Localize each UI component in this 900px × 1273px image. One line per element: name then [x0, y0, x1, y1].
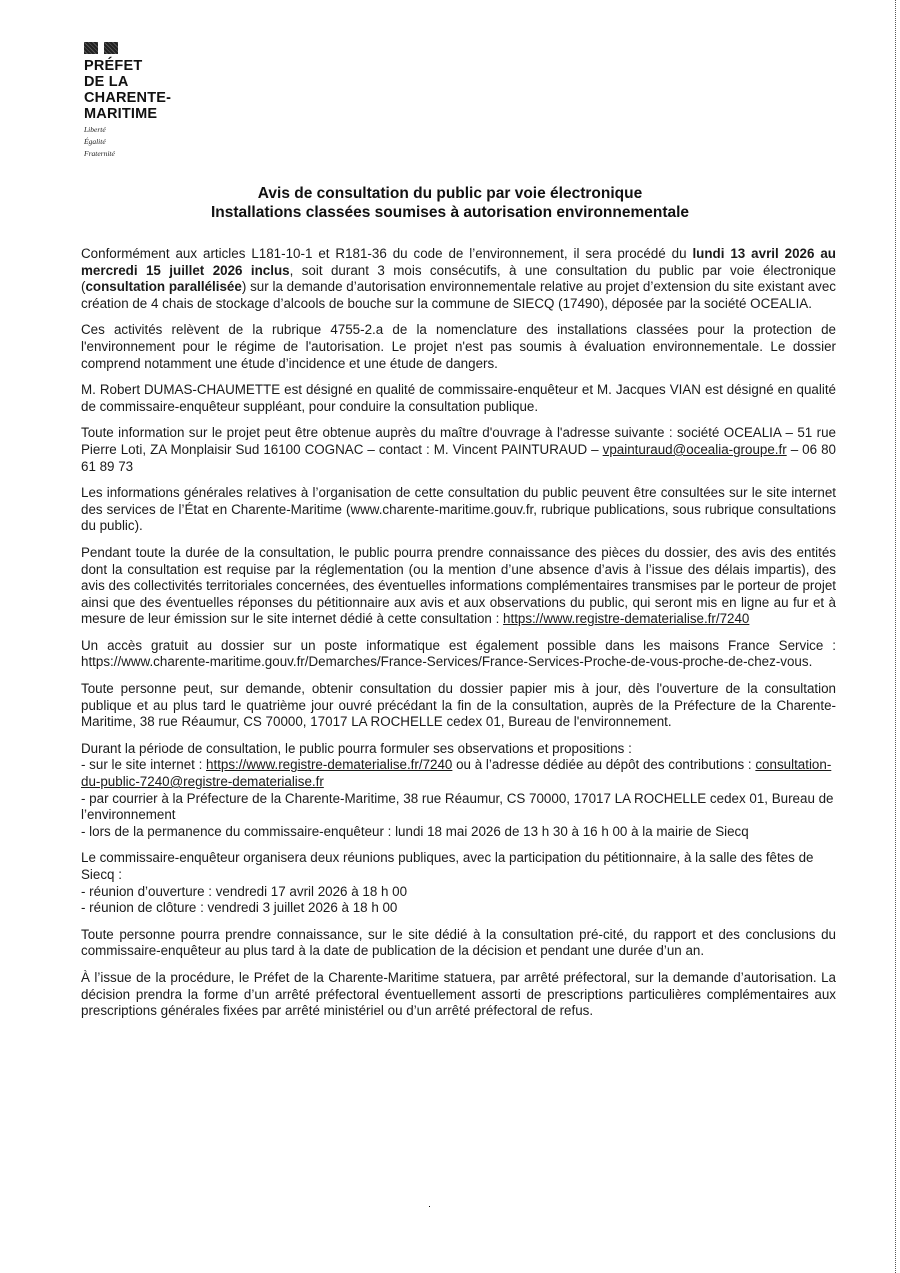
motto-line: Égalité [84, 137, 106, 146]
logo-line: CHARENTE- [84, 90, 172, 106]
text: , soit durant 3 mois consécutifs, à une consultation du public par voie électronique ( [81, 262, 837, 295]
consultation-dates: lundi 13 avril 2026 au mercredi 15 juillet 2026 inclus [81, 246, 836, 278]
paragraph-classification: Ces activités relèvent de la rubrique 4755-2.a de la nomenclature des installations classées pour la protection de l'environnement pour le régime de l'autorisation. Le projet n'est pas soumis à évaluation environnementale. Le dossier comprend notamment une étude d’incidence et une étude de dangers. [81, 322, 836, 371]
scan-speck [429, 1206, 430, 1207]
observations-intro: Durant la période de consultation, le public pourra formuler ses observations et propositions : [81, 740, 632, 756]
registre-link[interactable]: https://www.registre-dematerialise.fr/7240 [206, 757, 453, 773]
logo-line: MARITIME [84, 106, 158, 122]
document-title [0, 184, 900, 222]
motto-line: Fraternité [84, 149, 115, 158]
logo-line: DE LA [84, 74, 129, 90]
title-line-2: Installations classées soumises à autorisation environnementale [210, 204, 690, 221]
paragraph-general-info: Les informations générales relatives à l’organisation de cette consultation du public peuvent être consultées sur le site internet des services de l’État en Charente-Maritime (www.charente-maritime.gouv.fr, rubrique publications, sous rubrique consultations du public). [81, 485, 836, 534]
registre-link[interactable]: https://www.registre-dematerialise.fr/7240 [503, 611, 750, 627]
contact-phone: – 06 80 61 89 73 [81, 441, 836, 474]
paragraph-commissioner: M. Robert DUMAS-CHAUMETTE est désigné en qualité de commissaire-enquêteur et M. Jacques VIAN est désigné en qualité de commissaire-enquêteur suppléant, pour conduire la consultation publique. [81, 382, 836, 414]
paragraph-observations [81, 741, 836, 841]
observations-item-permanence: - lors de la permanence du commissaire-enquêteur : lundi 18 mai 2026 de 13 h 30 à 16 h 00 à la mairie de Siecq [81, 823, 749, 839]
document-body [81, 246, 836, 1030]
paragraph-paper-dossier: Toute personne peut, sur demande, obtenir consultation du dossier papier mis à jour, dès l'ouverture de la consultation publique et au plus tard le quatrième jour ouvré précédant la fin de la consultation, auprès de la Préfecture de la Charente-Maritime, 38 rue Réaumur, CS 70000, 17017 LA ROCHELLE cedex 01, Bureau de l'environnement. [81, 681, 836, 730]
paragraph-report: Toute personne pourra prendre connaissance, sur le site dédié à la consultation pré-cité, du rapport et des conclusions du commissaire-enquêteur au plus tard à la date de publication de la décision et pendant une durée d’un an. [81, 926, 836, 959]
paragraph-contact [81, 425, 836, 475]
text: Pendant toute la durée de la consultation, le public pourra prendre connaissance des pièces du dossier, des avis des entités dont la consultation est requise par la réglementation (ou la mention d’une absence d’avis à l’issue des délais impartis), des avis des collectivités territoriales concernées, des éventuelles informations complémentaires transmises par le porteur de projet ainsi que des éventuelles réponses du pétitionnaire aux avis et aux observations du public, qui seront mis en ligne au fur et à mesure de leur émission sur le site internet dédié à cette consultation : [81, 544, 836, 627]
consultation-type: consultation parallélisée [85, 279, 242, 295]
motto-line: Liberté [84, 125, 106, 134]
title-line-1: Avis de consultation du public par voie électronique [257, 185, 643, 202]
contribution-email-link[interactable]: consultation-du-public-7240@registre-dematerialise.fr [81, 757, 832, 790]
observations-item-mail: - par courrier à la Préfecture de la Charente-Maritime, 38 rue Réaumur, CS 70000, 17017 LA ROCHELLE cedex 01, Bureau de l’environnement [81, 790, 834, 823]
contact-email-link[interactable]: vpainturaud@ocealia-groupe.fr [602, 441, 787, 457]
text: Conformément aux articles L181-10-1 et R181-36 du code de l’environnement, il sera procédé du [81, 246, 693, 261]
text: - sur le site internet : [81, 757, 207, 773]
paragraph-consultation-dates [81, 246, 836, 312]
text: Toute information sur le projet peut être obtenue auprès du maître d'ouvrage à l'adresse suivante : société OCEALIA – 51 rue Pierre Loti, ZA Monplaisir Sud 16100 COGNAC – contact : M. Vincent PAINTURAUD – [81, 425, 836, 457]
paragraph-france-services: Un accès gratuit au dossier sur un poste informatique est également possible dans les maisons France Service : https://www.charente-maritime.gouv.fr/Demarches/France-Services/France-Services-Proche-de-vous-proche-de-chez-vous. [81, 637, 836, 670]
prefecture-logo [84, 42, 204, 158]
text: ou à l’adresse dédiée au dépôt des contributions : [452, 757, 756, 773]
meeting-closing: - réunion de clôture : vendredi 3 juillet 2026 à 18 h 00 [81, 900, 398, 916]
marianne-emblem-icon [84, 42, 204, 54]
meeting-opening: - réunion d’ouverture : vendredi 17 avril 2026 à 18 h 00 [81, 883, 408, 899]
paragraph-dossier-access [81, 545, 836, 628]
paragraph-decision: À l’issue de la procédure, le Préfet de la Charente-Maritime statuera, par arrêté préfectoral, sur la demande d’autorisation. La décision prendra la forme d’un arrêté préfectoral éventuellement assorti de prescriptions particulières complémentaires aux prescriptions générales fixées par arrêté ministériel ou d’un arrêté préfectoral de refus. [81, 969, 836, 1019]
observations-item-internet [81, 757, 836, 790]
meetings-intro: Le commissaire-enquêteur organisera deux réunions publiques, avec la participation du pétitionnaire, à la salle des fêtes de Siecq : [81, 850, 814, 882]
logo-line: PRÉFET [84, 58, 143, 74]
paragraph-public-meetings [81, 850, 836, 916]
text: ) sur la demande d’autorisation environnementale relative au projet d’extension du site existant avec création de 4 chais de stockage d’alcools de bouche sur la commune de SIECQ (17490), déposée par la société OCEALIA. [81, 279, 836, 311]
